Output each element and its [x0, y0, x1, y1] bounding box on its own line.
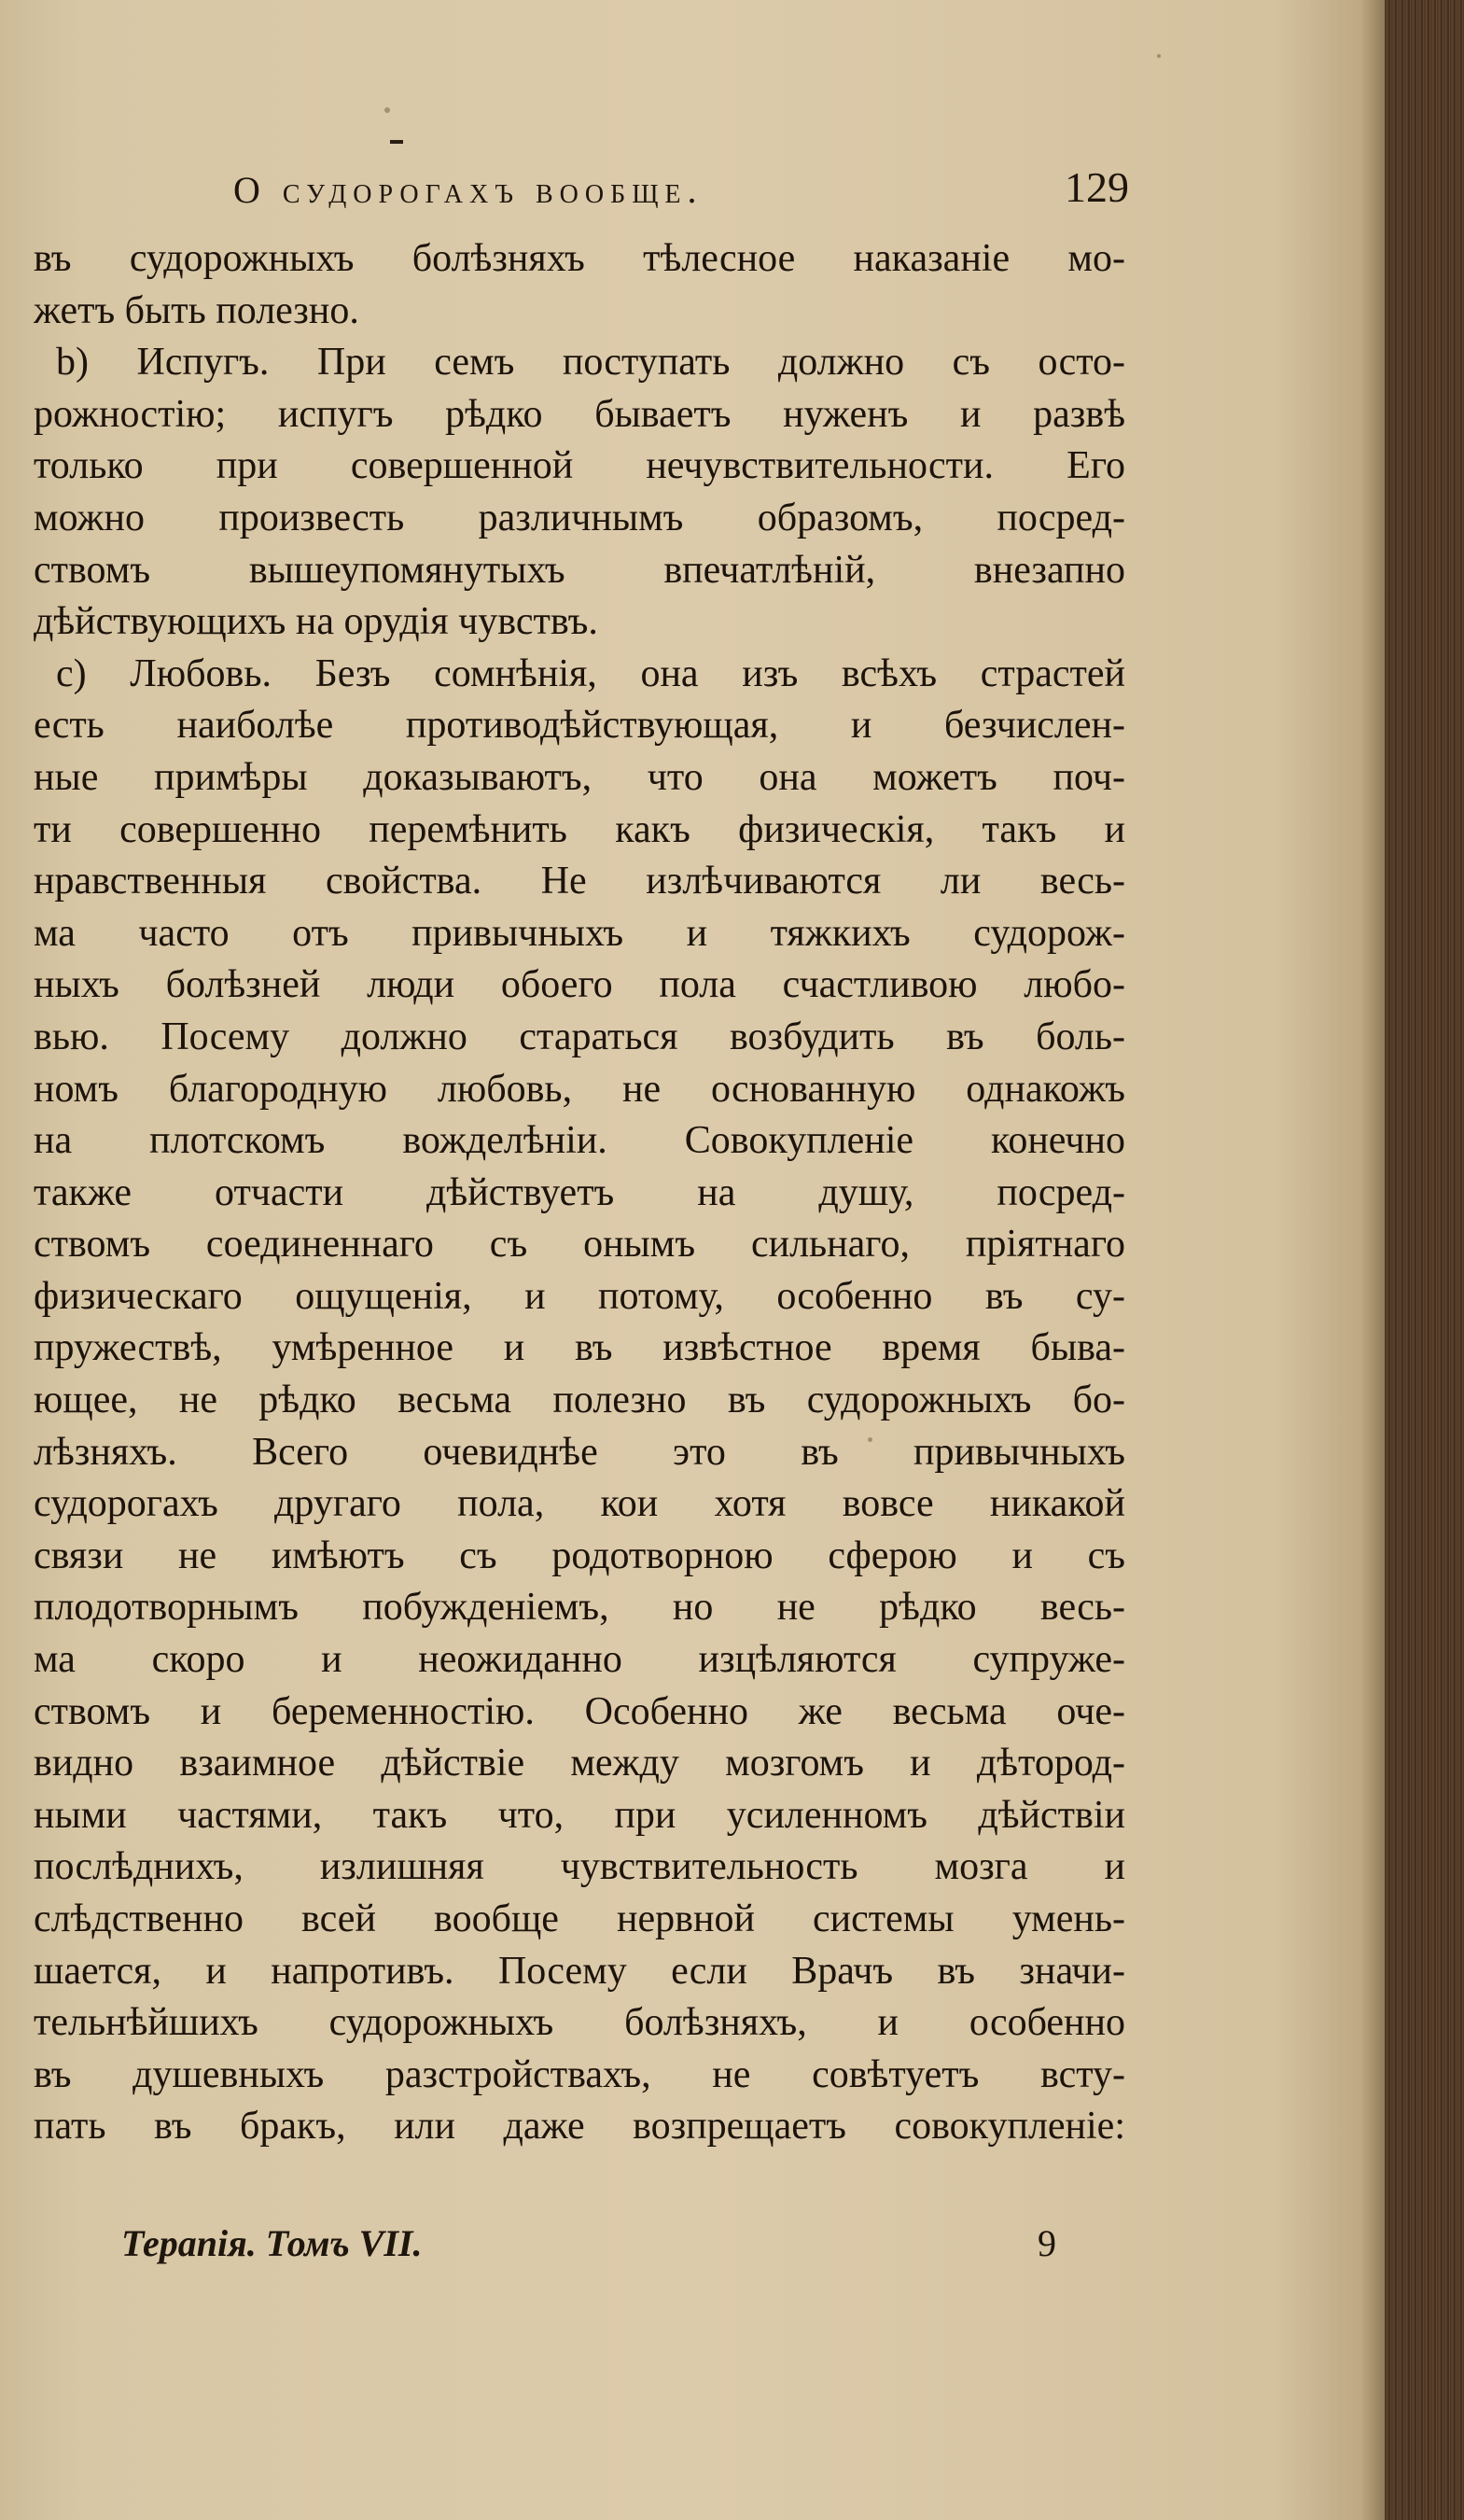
text-line: дѣйствующихъ на орудія чувствъ. [34, 600, 598, 644]
body-text [34, 233, 1125, 2153]
text-line: пать въ бракъ, или даже возпрещаетъ совокупленіе: [34, 2105, 1125, 2149]
text-line: ные примѣры доказываютъ, что она можетъ поч- [34, 755, 1125, 799]
text-line: только при совершенной нечувствительности. Его [34, 444, 1125, 488]
text-line: ныхъ болѣзней люди обоего пола счастливою любо- [34, 963, 1125, 1007]
text-line: номъ благородную любовь, не основанную однакожъ [34, 1067, 1125, 1111]
text-line: ствомъ и беременностію. Особенно же весьма оче- [34, 1689, 1125, 1733]
text-line: физическаго ощущенія, и потому, особенно въ су- [34, 1274, 1125, 1318]
signature-number: 9 [1038, 2222, 1056, 2264]
text-line: ными частями, такъ что, при усиленномъ дѣйствіи [34, 1793, 1125, 1837]
running-head: О судорогахъ вообще. [233, 169, 704, 211]
text-line: пружествѣ, умѣренное и въ извѣстное время быва- [34, 1326, 1125, 1370]
paper-speck [384, 107, 390, 113]
text-line: судорогахъ другаго пола, кои хотя вовсе никакой [34, 1482, 1125, 1526]
text-line: c) Любовь. Безъ сомнѣнія, она изъ всѣхъ страстей [56, 651, 1125, 695]
paper-speck [1157, 54, 1161, 58]
text-line: тельнѣйшихъ судорожныхъ болѣзняхъ, и особенно [34, 2001, 1125, 2045]
text-line: на плотскомъ вожделѣніи. Совокупленіе конечно [34, 1119, 1125, 1163]
text-line: можно произвесть различнымъ образомъ, посред- [34, 496, 1125, 539]
text-line: есть наиболѣе противодѣйствующая, и безчислен- [34, 704, 1125, 748]
text-line: ти совершенно перемѣнить какъ физическія, такъ и [34, 807, 1125, 851]
text-line: шается, и напротивъ. Посему если Врачъ въ значи- [34, 1949, 1125, 1993]
page-header [233, 163, 1129, 224]
text-line: связи не имѣютъ съ родотворною сферою и съ [34, 1533, 1125, 1577]
text-line: въ душевныхъ разстройствахъ, не совѣтуетъ всту- [34, 2052, 1125, 2096]
text-line: нравственныя свойства. Не излѣчиваются ли весь- [34, 860, 1125, 903]
text-line: жетъ быть полезно. [34, 288, 359, 332]
text-line: ющее, не рѣдко весьма полезно въ судорожныхъ бо- [34, 1379, 1125, 1422]
text-line: вью. Посему должно стараться возбудить въ боль- [34, 1015, 1125, 1058]
page-gutter-shadow [1360, 0, 1387, 2520]
text-line: въ судорожныхъ болѣзняхъ тѣлесное наказаніе мо- [34, 237, 1125, 280]
page-footer [121, 2221, 1054, 2277]
paper-speck [868, 1437, 872, 1442]
text-line: ствомъ вышеупомянутыхъ впечатлѣній, внезапно [34, 548, 1125, 592]
printer-signature: Терапія. Томъ VII. [121, 2222, 423, 2264]
text-line: лѣзняхъ. Всего очевиднѣе это въ привычныхъ [34, 1430, 1125, 1474]
text-line: послѣднихъ, излишняя чувствительность мозга и [34, 1845, 1125, 1889]
text-line: ма часто отъ привычныхъ и тяжкихъ судорож- [34, 911, 1125, 955]
text-line: рожностію; испугъ рѣдко бываетъ нуженъ и развѣ [34, 392, 1125, 436]
book-edge [1385, 0, 1464, 2520]
printer-mark [390, 140, 403, 144]
text-line: также отчасти дѣйствуетъ на душу, посред- [34, 1170, 1125, 1214]
page-number: 129 [1065, 163, 1129, 211]
text-line: b) Испугъ. При семъ поступать должно съ осто- [56, 341, 1125, 385]
text-line: ма скоро и неожиданно изцѣляются супруже- [34, 1638, 1125, 1682]
text-line: плодотворнымъ побужденіемъ, но не рѣдко весь- [34, 1586, 1125, 1630]
text-line: слѣдственно всей вообще нервной системы умень- [34, 1897, 1125, 1940]
text-line: ствомъ соединеннаго съ онымъ сильнаго, пріятнаго [34, 1223, 1125, 1267]
text-line: видно взаимное дѣйствіе между мозгомъ и дѣтород- [34, 1742, 1125, 1785]
